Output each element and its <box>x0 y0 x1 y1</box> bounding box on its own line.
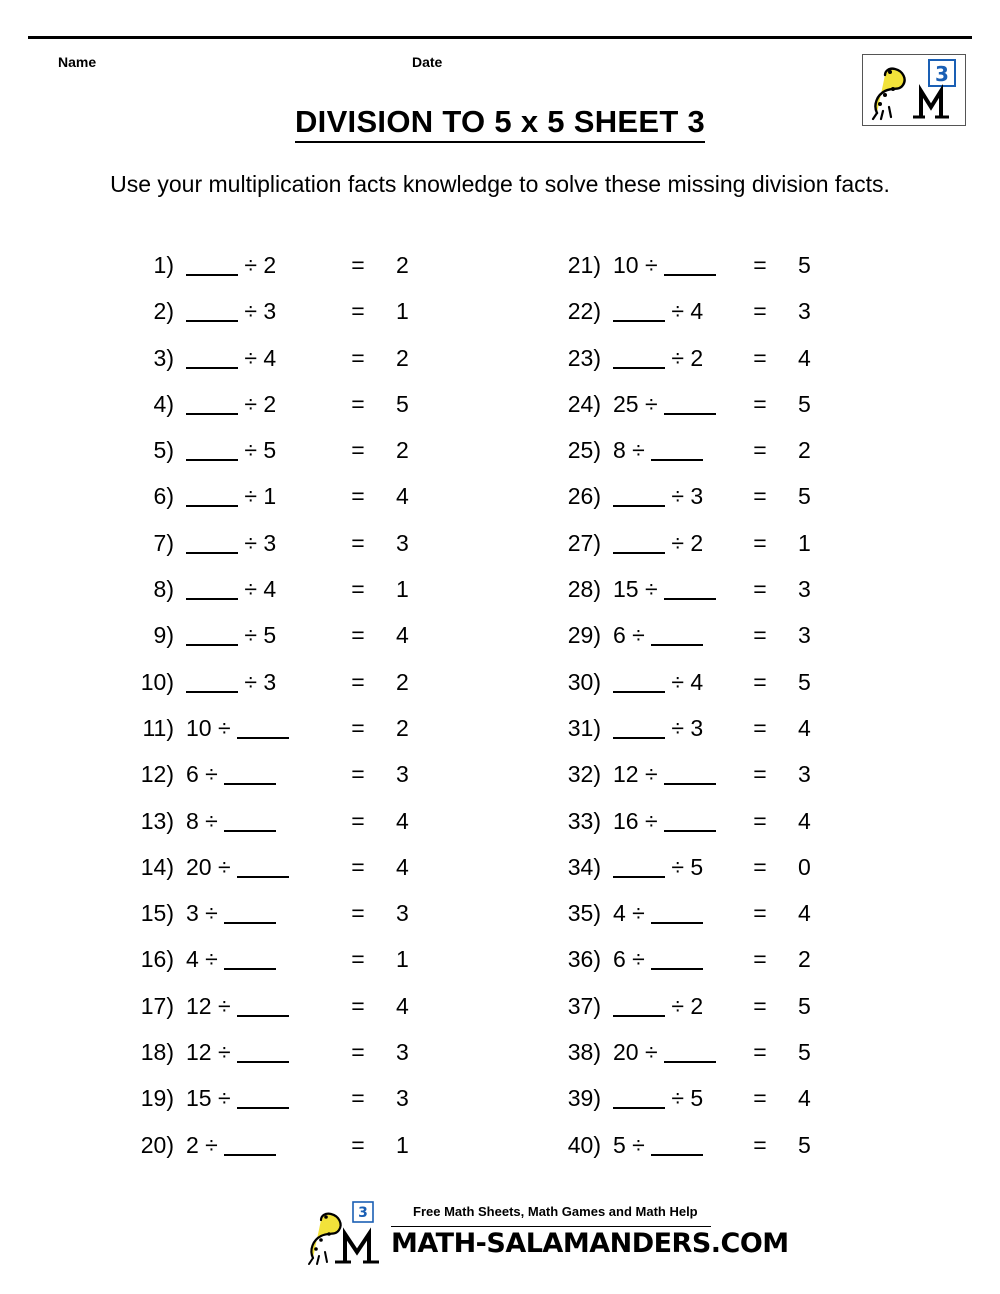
equals-sign: = <box>351 529 365 556</box>
equals-sign: = <box>753 1039 767 1066</box>
equals-sign: = <box>753 992 767 1019</box>
question-expression <box>186 483 276 510</box>
expression-operand: 20 ÷ <box>186 853 237 880</box>
question-expression <box>186 669 276 696</box>
question-number: 37) <box>567 992 601 1019</box>
question-number: 3) <box>153 344 174 371</box>
equals-sign: = <box>351 298 365 325</box>
question-row <box>118 715 478 761</box>
question-result: 2 <box>396 668 409 695</box>
question-number: 2) <box>153 298 174 325</box>
question-expression <box>186 946 276 973</box>
answer-blank[interactable] <box>613 691 665 693</box>
worksheet-footer <box>0 1198 1000 1270</box>
expression-operand: ÷ 4 <box>665 298 704 325</box>
question-result: 5 <box>798 668 811 695</box>
question-expression <box>613 391 716 418</box>
question-row <box>545 715 905 761</box>
question-row <box>545 669 905 715</box>
question-result: 3 <box>396 529 409 556</box>
question-row <box>545 808 905 854</box>
question-result: 3 <box>396 1039 409 1066</box>
equals-sign: = <box>753 946 767 973</box>
question-row <box>118 1039 478 1085</box>
question-row <box>545 298 905 344</box>
expression-operand: 25 ÷ <box>613 390 664 417</box>
question-expression <box>613 993 703 1020</box>
question-row <box>545 530 905 576</box>
question-row <box>545 576 905 622</box>
question-number: 33) <box>567 807 601 834</box>
expression-operand: 12 ÷ <box>186 992 237 1019</box>
question-expression <box>186 252 276 279</box>
question-expression <box>186 761 276 788</box>
question-number: 21) <box>567 252 601 278</box>
equals-sign: = <box>753 344 767 371</box>
footer-tagline: Free Math Sheets, Math Games and Math Help <box>413 1204 698 1219</box>
expression-operand: 6 ÷ <box>186 761 225 788</box>
question-result: 3 <box>798 298 811 325</box>
question-number: 5) <box>153 437 174 464</box>
equals-sign: = <box>753 390 767 417</box>
question-expression <box>613 530 703 557</box>
question-number: 4) <box>153 390 174 417</box>
question-expression <box>613 808 716 835</box>
footer-url: MATH-SALAMANDERS.COM <box>391 1228 789 1259</box>
answer-blank[interactable] <box>237 737 289 739</box>
answer-blank[interactable] <box>613 505 665 507</box>
question-row <box>118 1132 478 1178</box>
instructions-text: Use your multiplication facts knowledge to solve these missing division facts. <box>110 171 890 197</box>
question-row <box>118 993 478 1039</box>
expression-operand: ÷ 3 <box>665 714 704 741</box>
equals-sign: = <box>753 483 767 510</box>
question-result: 3 <box>798 576 811 603</box>
question-expression <box>613 576 716 603</box>
question-result: 5 <box>798 992 811 1019</box>
equals-sign: = <box>351 1085 365 1112</box>
expression-operand: 3 ÷ <box>186 900 225 927</box>
question-result: 2 <box>798 437 811 464</box>
page-title-text: DIVISION TO 5 x 5 SHEET 3 <box>295 104 705 143</box>
expression-operand: 20 ÷ <box>613 1039 664 1066</box>
question-number: 25) <box>567 437 601 464</box>
answer-blank[interactable] <box>186 413 238 415</box>
worksheet-header <box>0 54 1000 94</box>
equals-sign: = <box>753 529 767 556</box>
expression-operand: ÷ 4 <box>238 576 277 603</box>
question-expression <box>186 345 276 372</box>
question-row <box>118 1085 478 1131</box>
footer-divider <box>391 1226 711 1227</box>
answer-blank[interactable] <box>186 552 238 554</box>
equals-sign: = <box>351 437 365 464</box>
equals-sign: = <box>351 761 365 788</box>
question-expression <box>613 1039 716 1066</box>
expression-operand: 12 ÷ <box>613 761 664 788</box>
question-result: 3 <box>798 761 811 788</box>
question-row <box>118 808 478 854</box>
equals-sign: = <box>753 252 767 278</box>
equals-sign: = <box>753 761 767 788</box>
question-number: 35) <box>567 900 601 927</box>
equals-sign: = <box>753 807 767 834</box>
expression-operand: ÷ 3 <box>238 529 277 556</box>
answer-blank[interactable] <box>651 922 703 924</box>
question-expression <box>186 900 276 927</box>
question-expression <box>186 437 276 464</box>
expression-operand: 16 ÷ <box>613 807 664 834</box>
answer-blank[interactable] <box>651 968 703 970</box>
question-result: 4 <box>798 807 811 834</box>
question-expression <box>186 576 276 603</box>
expression-operand: 2 ÷ <box>186 1131 225 1158</box>
question-expression <box>186 530 276 557</box>
equals-sign: = <box>351 1131 365 1158</box>
equals-sign: = <box>351 344 365 371</box>
question-row <box>118 437 478 483</box>
question-result: 2 <box>396 252 409 278</box>
question-number: 32) <box>567 761 601 788</box>
answer-blank[interactable] <box>664 274 716 276</box>
question-row <box>545 622 905 668</box>
question-result: 4 <box>798 1085 811 1112</box>
expression-operand: ÷ 5 <box>665 853 704 880</box>
question-result: 1 <box>396 946 409 973</box>
question-row <box>545 854 905 900</box>
question-result: 4 <box>396 853 409 880</box>
equals-sign: = <box>351 390 365 417</box>
question-number: 7) <box>153 529 174 556</box>
question-expression <box>613 946 703 973</box>
question-result: 5 <box>798 483 811 510</box>
question-result: 4 <box>798 344 811 371</box>
question-row <box>545 391 905 437</box>
expression-operand: ÷ 2 <box>238 252 277 278</box>
question-number: 14) <box>140 853 174 880</box>
equals-sign: = <box>753 437 767 464</box>
answer-blank[interactable] <box>224 1154 276 1156</box>
question-result: 4 <box>798 900 811 927</box>
expression-operand: 15 ÷ <box>186 1085 237 1112</box>
question-number: 1) <box>153 252 174 278</box>
question-expression <box>186 1039 289 1066</box>
equals-sign: = <box>351 714 365 741</box>
equals-sign: = <box>351 1039 365 1066</box>
question-number: 24) <box>567 390 601 417</box>
question-row <box>118 298 478 344</box>
equals-sign: = <box>351 252 365 278</box>
question-row <box>118 530 478 576</box>
answer-blank[interactable] <box>224 830 276 832</box>
question-result: 3 <box>396 1085 409 1112</box>
question-result: 5 <box>396 390 409 417</box>
svg-text:3: 3 <box>935 62 949 86</box>
question-row <box>545 483 905 529</box>
equals-sign: = <box>351 668 365 695</box>
question-row <box>545 345 905 391</box>
question-row <box>118 576 478 622</box>
expression-operand: 6 ÷ <box>613 946 652 973</box>
question-expression <box>613 761 716 788</box>
equals-sign: = <box>753 622 767 649</box>
expression-operand: 6 ÷ <box>613 622 652 649</box>
question-expression <box>613 854 703 881</box>
expression-operand: ÷ 2 <box>238 390 277 417</box>
question-number: 30) <box>567 668 601 695</box>
question-result: 4 <box>396 622 409 649</box>
equals-sign: = <box>753 576 767 603</box>
question-row <box>118 483 478 529</box>
question-number: 17) <box>140 992 174 1019</box>
question-expression <box>186 854 289 881</box>
question-result: 1 <box>396 576 409 603</box>
question-row <box>545 946 905 992</box>
svg-text:3: 3 <box>358 1205 368 1221</box>
answer-blank[interactable] <box>613 367 665 369</box>
question-row <box>545 993 905 1039</box>
answer-blank[interactable] <box>186 459 238 461</box>
answer-blank[interactable] <box>664 1061 716 1063</box>
answer-blank[interactable] <box>237 1061 289 1063</box>
question-expression <box>186 298 276 325</box>
question-result: 5 <box>798 252 811 278</box>
expression-operand: ÷ 5 <box>238 622 277 649</box>
expression-operand: ÷ 2 <box>665 992 704 1019</box>
question-expression <box>613 669 703 696</box>
question-number: 36) <box>567 946 601 973</box>
expression-operand: ÷ 3 <box>238 668 277 695</box>
answer-blank[interactable] <box>651 644 703 646</box>
question-result: 3 <box>396 900 409 927</box>
question-expression <box>186 1085 289 1112</box>
equals-sign: = <box>753 1085 767 1112</box>
answer-blank[interactable] <box>237 1107 289 1109</box>
question-expression <box>613 715 703 742</box>
question-row <box>118 622 478 668</box>
answer-blank[interactable] <box>186 320 238 322</box>
name-label: Name <box>58 54 97 70</box>
expression-operand: ÷ 3 <box>665 483 704 510</box>
equals-sign: = <box>753 1131 767 1158</box>
answer-blank[interactable] <box>613 1107 665 1109</box>
question-number: 12) <box>140 761 174 788</box>
answer-blank[interactable] <box>664 413 716 415</box>
answer-blank[interactable] <box>613 552 665 554</box>
question-expression <box>613 900 703 927</box>
top-divider <box>28 36 972 39</box>
question-row <box>545 1132 905 1178</box>
expression-operand: ÷ 2 <box>665 344 704 371</box>
question-row <box>118 391 478 437</box>
expression-operand: 4 ÷ <box>613 900 652 927</box>
question-expression <box>186 622 276 649</box>
questions-column-left <box>118 252 478 1178</box>
question-number: 38) <box>567 1039 601 1066</box>
question-number: 6) <box>153 483 174 510</box>
equals-sign: = <box>753 900 767 927</box>
question-expression <box>613 437 703 464</box>
question-expression <box>186 993 289 1020</box>
question-row <box>545 761 905 807</box>
question-expression <box>186 1132 276 1159</box>
equals-sign: = <box>753 668 767 695</box>
answer-blank[interactable] <box>237 876 289 878</box>
question-number: 27) <box>567 529 601 556</box>
answer-blank[interactable] <box>186 598 238 600</box>
question-row <box>118 900 478 946</box>
question-number: 8) <box>153 576 174 603</box>
question-result: 0 <box>798 853 811 880</box>
question-result: 2 <box>396 437 409 464</box>
equals-sign: = <box>753 298 767 325</box>
question-result: 3 <box>798 622 811 649</box>
question-number: 11) <box>142 714 174 741</box>
question-row <box>118 946 478 992</box>
expression-operand: 4 ÷ <box>186 946 225 973</box>
question-number: 19) <box>140 1085 174 1112</box>
equals-sign: = <box>351 992 365 1019</box>
answer-blank[interactable] <box>237 1015 289 1017</box>
expression-operand: ÷ 2 <box>665 529 704 556</box>
question-expression <box>613 345 703 372</box>
expression-operand: 5 ÷ <box>613 1131 652 1158</box>
question-row <box>118 345 478 391</box>
question-number: 18) <box>140 1039 174 1066</box>
question-result: 2 <box>396 714 409 741</box>
expression-operand: 12 ÷ <box>186 1039 237 1066</box>
question-expression <box>613 252 716 279</box>
answer-blank[interactable] <box>664 598 716 600</box>
question-result: 2 <box>798 946 811 973</box>
question-number: 34) <box>567 853 601 880</box>
question-result: 5 <box>798 1131 811 1158</box>
question-number: 22) <box>567 298 601 325</box>
question-expression <box>186 715 289 742</box>
question-expression <box>613 622 703 649</box>
answer-blank[interactable] <box>186 644 238 646</box>
question-number: 31) <box>567 714 601 741</box>
question-row <box>545 900 905 946</box>
question-number: 9) <box>153 622 174 649</box>
question-number: 23) <box>567 344 601 371</box>
equals-sign: = <box>753 853 767 880</box>
answer-blank[interactable] <box>224 968 276 970</box>
equals-sign: = <box>753 714 767 741</box>
question-row <box>545 1085 905 1131</box>
question-row <box>545 437 905 483</box>
question-result: 1 <box>798 529 811 556</box>
question-row <box>118 761 478 807</box>
expression-operand: 10 ÷ <box>186 714 237 741</box>
questions-column-right <box>545 252 905 1178</box>
question-expression <box>186 808 276 835</box>
expression-operand: ÷ 1 <box>238 483 277 510</box>
answer-blank[interactable] <box>186 691 238 693</box>
question-row <box>118 854 478 900</box>
question-row <box>545 1039 905 1085</box>
expression-operand: ÷ 3 <box>238 298 277 325</box>
answer-blank[interactable] <box>613 737 665 739</box>
footer-logo <box>305 1200 405 1268</box>
equals-sign: = <box>351 576 365 603</box>
answer-blank[interactable] <box>186 274 238 276</box>
date-label: Date <box>412 54 443 70</box>
question-result: 3 <box>396 761 409 788</box>
answer-blank[interactable] <box>186 367 238 369</box>
answer-blank[interactable] <box>651 459 703 461</box>
question-result: 2 <box>396 344 409 371</box>
answer-blank[interactable] <box>224 922 276 924</box>
expression-operand: 15 ÷ <box>613 576 664 603</box>
page-title <box>0 104 1000 140</box>
question-row <box>118 252 478 298</box>
question-result: 4 <box>396 483 409 510</box>
question-number: 13) <box>140 807 174 834</box>
salamander-mascot-icon <box>305 1200 405 1268</box>
question-number: 29) <box>567 622 601 649</box>
question-row <box>545 252 905 298</box>
question-expression <box>613 483 703 510</box>
equals-sign: = <box>351 483 365 510</box>
question-number: 16) <box>140 946 174 973</box>
expression-operand: 8 ÷ <box>186 807 225 834</box>
question-expression <box>613 1085 703 1112</box>
question-number: 10) <box>140 668 174 695</box>
expression-operand: ÷ 4 <box>238 344 277 371</box>
answer-blank[interactable] <box>664 783 716 785</box>
expression-operand: ÷ 4 <box>665 668 704 695</box>
question-result: 1 <box>396 298 409 325</box>
question-result: 4 <box>396 992 409 1019</box>
equals-sign: = <box>351 622 365 649</box>
answer-blank[interactable] <box>224 783 276 785</box>
expression-operand: 8 ÷ <box>613 437 652 464</box>
expression-operand: ÷ 5 <box>665 1085 704 1112</box>
question-number: 39) <box>567 1085 601 1112</box>
question-number: 40) <box>567 1131 601 1158</box>
answer-blank[interactable] <box>186 505 238 507</box>
question-result: 1 <box>396 1131 409 1158</box>
question-number: 28) <box>567 576 601 603</box>
answer-blank[interactable] <box>664 830 716 832</box>
expression-operand: ÷ 5 <box>238 437 277 464</box>
answer-blank[interactable] <box>613 1015 665 1017</box>
expression-operand: 10 ÷ <box>613 252 664 278</box>
question-expression <box>613 298 703 325</box>
equals-sign: = <box>351 946 365 973</box>
answer-blank[interactable] <box>613 320 665 322</box>
equals-sign: = <box>351 807 365 834</box>
question-number: 20) <box>140 1131 174 1158</box>
question-expression <box>613 1132 703 1159</box>
answer-blank[interactable] <box>613 876 665 878</box>
question-expression <box>186 391 276 418</box>
question-result: 4 <box>396 807 409 834</box>
question-number: 26) <box>567 483 601 510</box>
question-number: 15) <box>140 900 174 927</box>
question-result: 5 <box>798 1039 811 1066</box>
question-result: 5 <box>798 390 811 417</box>
answer-blank[interactable] <box>651 1154 703 1156</box>
question-row <box>118 669 478 715</box>
equals-sign: = <box>351 900 365 927</box>
question-result: 4 <box>798 714 811 741</box>
equals-sign: = <box>351 853 365 880</box>
